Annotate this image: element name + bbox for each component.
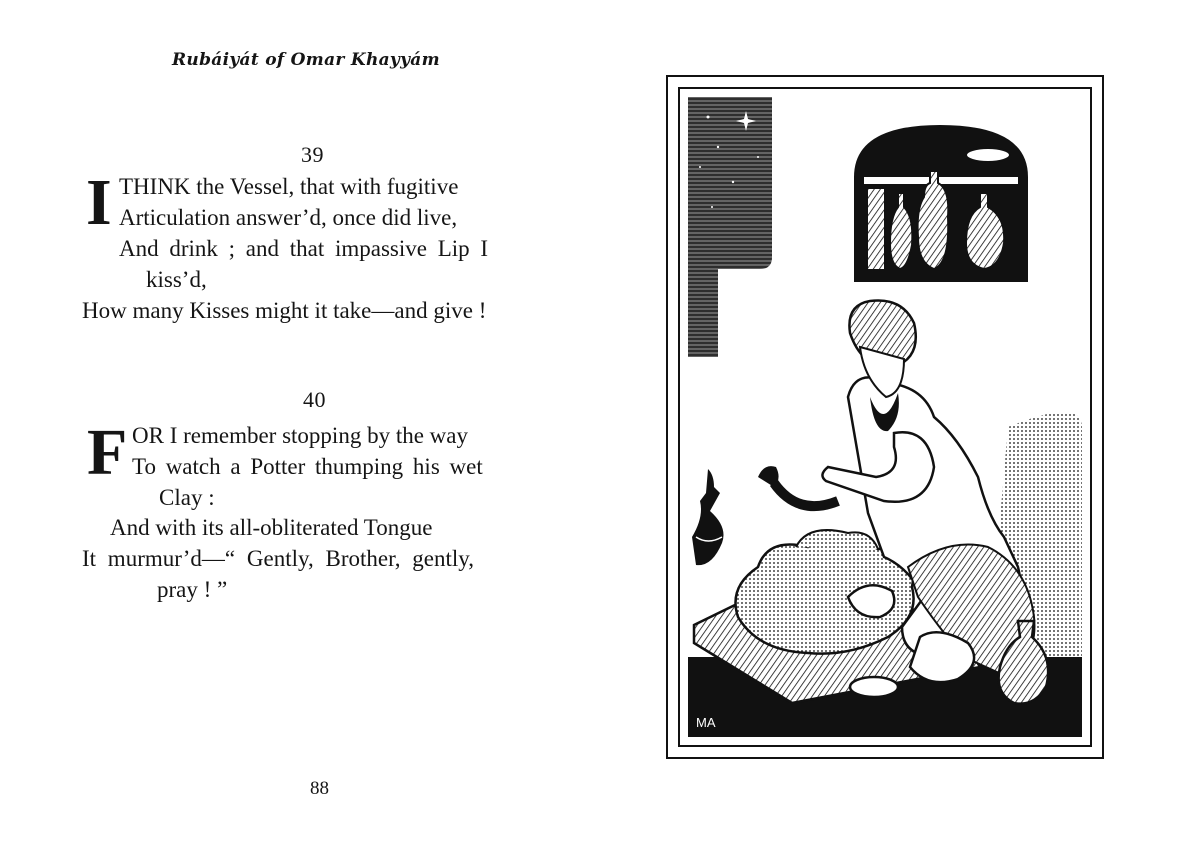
stanza-number: 40 bbox=[303, 387, 326, 412]
drop-cap: I bbox=[86, 166, 112, 239]
running-head: Rubáiyát of Omar Khayyám bbox=[172, 50, 440, 70]
verse-line: OR I remember stopping by the way bbox=[132, 423, 468, 448]
niche-with-vases bbox=[854, 125, 1028, 282]
potter-illustration bbox=[688, 97, 1082, 737]
stanza-number: 39 bbox=[301, 142, 324, 167]
verse-line: THINK the Vessel, that with fugitive bbox=[119, 174, 459, 199]
verse-line: kiss’d, bbox=[146, 267, 207, 292]
verse-line: pray ! ” bbox=[157, 577, 228, 602]
incense-burner bbox=[692, 469, 724, 565]
verse-line: How many Kisses might it take—and give ! bbox=[82, 298, 487, 323]
verse-line: And drink ; and that impassive Lip I bbox=[119, 236, 489, 261]
verse-line: To watch a Potter thumping his wet bbox=[132, 454, 483, 479]
artist-monogram: MA bbox=[696, 715, 716, 730]
verse-line: Clay : bbox=[159, 485, 215, 510]
bowl bbox=[850, 677, 898, 697]
page-number: 88 bbox=[310, 778, 329, 799]
verse-line: And with its all-obliterated Tongue bbox=[110, 515, 433, 540]
verse-line: It murmur’d—“ Gently, Brother, gently, bbox=[82, 546, 475, 571]
drop-cap: F bbox=[87, 416, 128, 489]
verse-line: Articulation answer’d, once did live, bbox=[119, 205, 458, 230]
